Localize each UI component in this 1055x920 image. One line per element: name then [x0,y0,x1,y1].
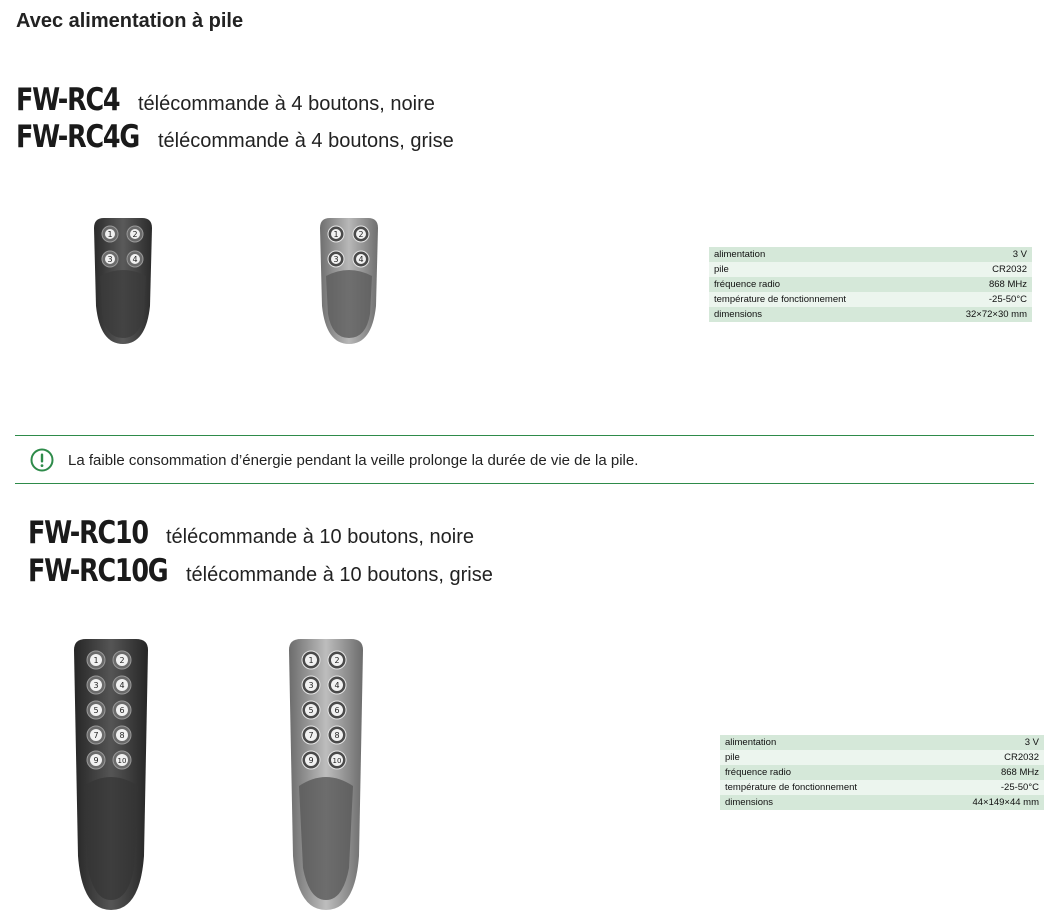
spec-value: 3 V [931,735,1044,750]
model-description: télécommande à 10 boutons, noire [166,526,474,548]
spec-row [720,735,1044,750]
spec-value: 3 V [924,247,1032,262]
keypad-button-2 [328,651,346,669]
keypad-button-label: 1 [93,656,99,665]
keypad-button-4 [328,676,346,694]
model-name: FW-RC4 [16,82,120,118]
keypad-button-label: 3 [308,681,314,690]
keypad-button-3 [328,251,344,267]
keypad-button-4 [113,676,131,694]
model-description: télécommande à 10 boutons, grise [186,564,493,586]
exclamation-circle-icon [30,448,54,472]
spec-row [720,780,1044,795]
keypad-button-3 [102,251,118,267]
spec-row [720,750,1044,765]
product-heading-fw-rc10 [28,515,474,551]
keypad-button-3 [302,676,320,694]
keypad-button-6 [328,701,346,719]
spec-table-fw-rc4 [709,247,1032,322]
spec-label: dimensions [709,307,924,322]
spec-value: -25-50°C [931,780,1044,795]
remote-fw-rc10-black-image [70,636,152,914]
note-divider-top [15,435,1034,436]
model-name: FW-RC10G [28,553,168,589]
keypad-button-label: 2 [358,230,364,239]
keypad-button-4 [353,251,369,267]
model-description: télécommande à 4 boutons, noire [138,93,435,115]
keypad-button-label: 3 [107,255,113,264]
spec-label: pile [709,262,924,277]
spec-label: alimentation [720,735,931,750]
keypad-button-label: 4 [334,681,340,690]
keypad-button-7 [302,726,320,744]
keypad-button-label: 7 [308,731,314,740]
remote-fw-rc10g-grey-image [285,636,367,914]
keypad-button-label: 9 [308,756,314,765]
spec-value: 868 MHz [924,277,1032,292]
keypad-button-label: 2 [132,230,138,239]
spec-label: alimentation [709,247,924,262]
product-heading-fw-rc10g [28,553,493,589]
note-divider-bottom [15,483,1034,484]
keypad-button-label: 5 [93,706,99,715]
keypad-button-10 [328,751,346,769]
keypad-button-8 [113,726,131,744]
keypad-button-label: 1 [107,230,113,239]
spec-label: fréquence radio [720,765,931,780]
spec-label: température de fonctionnement [720,780,931,795]
spec-value: CR2032 [924,262,1032,277]
keypad-button-10 [113,751,131,769]
spec-row [720,795,1044,810]
keypad-button-9 [87,751,105,769]
spec-value: 44×149×44 mm [931,795,1044,810]
keypad-button-label: 1 [308,656,314,665]
keypad-button-2 [353,226,369,242]
remote-fw-rc4-black-image [90,216,156,348]
keypad-button-label: 1 [333,230,339,239]
keypad-button-label: 4 [119,681,125,690]
info-note [30,447,638,473]
spec-row [709,262,1032,277]
spec-row [709,307,1032,322]
keypad-button-2 [113,651,131,669]
keypad-button-label: 8 [119,731,125,740]
keypad-button-1 [302,651,320,669]
keypad-button-label: 7 [93,731,99,740]
keypad-button-4 [127,251,143,267]
keypad-button-label: 9 [93,756,99,765]
spec-value: 868 MHz [931,765,1044,780]
keypad-button-label: 2 [119,656,125,665]
model-description: télécommande à 4 boutons, grise [158,130,454,152]
keypad-button-label: 10 [332,757,342,765]
keypad-button-label: 5 [308,706,314,715]
remote-fw-rc4g-grey-image [316,216,382,348]
spec-label: température de fonctionnement [709,292,924,307]
spec-label: pile [720,750,931,765]
note-text: La faible consommation d’énergie pendant la veille prolonge la durée de vie de la pile. [68,451,639,469]
spec-row [709,292,1032,307]
keypad-button-label: 10 [117,757,127,765]
keypad-button-9 [302,751,320,769]
keypad-button-label: 3 [93,681,99,690]
spec-table-fw-rc10 [720,735,1044,810]
keypad-button-label: 4 [132,255,138,264]
keypad-button-2 [127,226,143,242]
model-name: FW-RC4G [16,119,139,155]
keypad-button-1 [102,226,118,242]
keypad-button-5 [302,701,320,719]
product-heading-fw-rc4g [16,119,454,155]
keypad-button-8 [328,726,346,744]
model-name: FW-RC10 [28,515,148,551]
spec-label: fréquence radio [709,277,924,292]
keypad-button-label: 6 [119,706,125,715]
spec-value: 32×72×30 mm [924,307,1032,322]
spec-value: CR2032 [931,750,1044,765]
keypad-button-7 [87,726,105,744]
keypad-button-label: 8 [334,731,340,740]
product-heading-fw-rc4 [16,82,435,118]
keypad-button-1 [87,651,105,669]
spec-label: dimensions [720,795,931,810]
spec-row [709,277,1032,292]
keypad-button-label: 6 [334,706,340,715]
keypad-button-6 [113,701,131,719]
keypad-button-5 [87,701,105,719]
spec-row [720,765,1044,780]
spec-value: -25-50°C [924,292,1032,307]
keypad-button-1 [328,226,344,242]
spec-row [709,247,1032,262]
keypad-button-3 [87,676,105,694]
keypad-button-label: 4 [358,255,364,264]
keypad-button-label: 2 [334,656,340,665]
section-title: Avec alimentation à pile [16,10,244,32]
keypad-button-label: 3 [333,255,339,264]
